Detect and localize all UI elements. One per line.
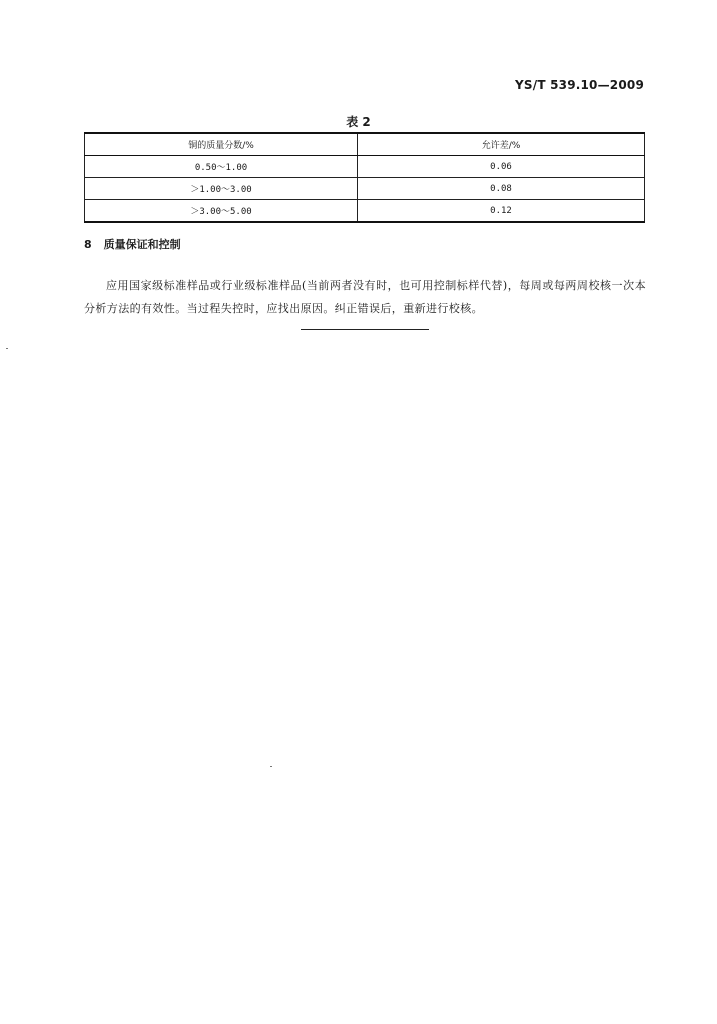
table-cell-tolerance: 0.06	[358, 156, 645, 178]
table-row	[85, 178, 645, 200]
section-paragraph: 应用国家级标准样品或行业级标准样品(当前两者没有时，也可用控制标样代替)，每周或每两周校核一次本分析方法的有效性。当过程失控时，应找出原因。纠正错误后，重新进行校核。	[84, 279, 646, 315]
section-title: 质量保证和控制	[103, 238, 181, 251]
table-cell-range: ＞3.00～5.00	[85, 200, 358, 223]
scan-speck	[6, 348, 8, 349]
table-cell-range: ＞1.00～3.00	[85, 178, 358, 200]
table-row	[85, 156, 645, 178]
table-row	[85, 200, 645, 223]
table-header-row	[85, 133, 645, 156]
section-number: 8	[84, 238, 92, 251]
column-header-copper-fraction: 铜的质量分数/%	[85, 133, 358, 156]
end-rule	[301, 329, 429, 330]
table-cell-tolerance: 0.08	[358, 178, 645, 200]
scan-speck	[270, 766, 272, 767]
column-header-tolerance: 允许差/%	[358, 133, 645, 156]
standard-code: YS/T 539.10—2009	[515, 78, 644, 92]
table-cell-range: 0.50～1.00	[85, 156, 358, 178]
table-cell-tolerance: 0.12	[358, 200, 645, 223]
table-caption: 表 2	[346, 115, 371, 129]
section-heading	[84, 236, 181, 252]
tolerance-table	[84, 132, 645, 223]
